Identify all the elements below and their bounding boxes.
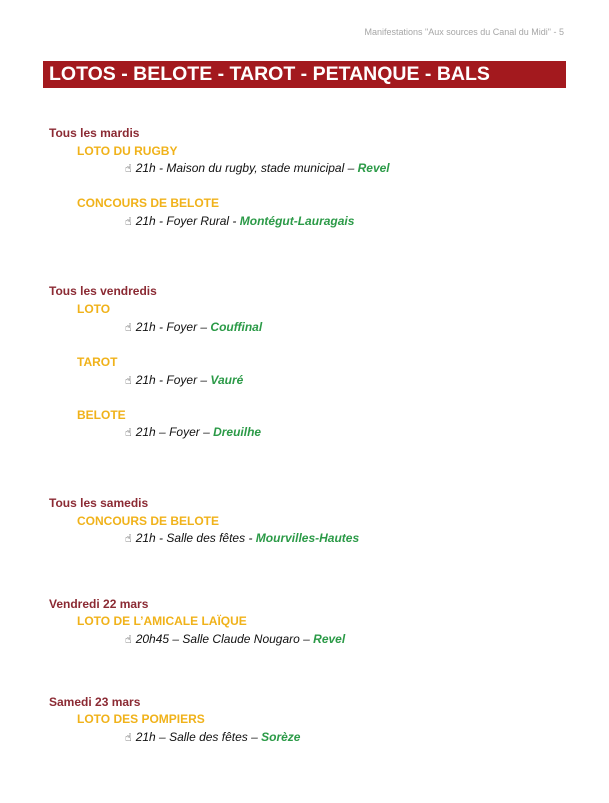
event-time-venue: 20h45 – Salle Claude Nougaro – bbox=[135, 632, 314, 646]
event-detail bbox=[125, 531, 359, 545]
event-name: LOTO DU RUGBY bbox=[77, 144, 178, 158]
hand-pointer-icon: ☝ bbox=[125, 533, 132, 545]
hand-pointer-icon: ☝ bbox=[125, 427, 132, 439]
event-place: Couffinal bbox=[210, 320, 263, 334]
hand-pointer-icon: ☝ bbox=[125, 216, 132, 228]
event-detail bbox=[125, 425, 261, 439]
hand-pointer-icon: ☝ bbox=[125, 322, 132, 334]
event-name: TAROT bbox=[77, 355, 118, 369]
running-header: Manifestations "Aux sources du Canal du Midi" - 5 bbox=[364, 27, 564, 37]
event-time-venue: 21h - Salle des fêtes - bbox=[135, 531, 256, 545]
event-place: Dreuilhe bbox=[213, 425, 262, 439]
event-time-venue: 21h - Foyer – bbox=[135, 320, 211, 334]
event-place: Revel bbox=[357, 161, 390, 175]
event-time-venue: 21h – Foyer – bbox=[135, 425, 214, 439]
event-detail bbox=[125, 632, 345, 646]
hand-pointer-icon: ☝ bbox=[125, 163, 132, 175]
event-detail bbox=[125, 320, 262, 334]
section-title: LOTOS - BELOTE - TAROT - PETANQUE - BALS bbox=[43, 61, 566, 88]
day-heading: Tous les mardis bbox=[49, 126, 140, 140]
event-place: Montégut-Lauragais bbox=[239, 214, 355, 228]
hand-pointer-icon: ☝ bbox=[125, 375, 132, 387]
event-detail bbox=[125, 161, 390, 175]
hand-pointer-icon: ☝ bbox=[125, 634, 132, 646]
day-heading: Samedi 23 mars bbox=[49, 695, 141, 709]
event-place: Sorèze bbox=[261, 730, 301, 744]
day-heading: Tous les samedis bbox=[49, 496, 149, 510]
event-name: LOTO DES POMPIERS bbox=[77, 712, 205, 726]
day-heading: Tous les vendredis bbox=[49, 284, 157, 298]
hand-pointer-icon: ☝ bbox=[125, 732, 132, 744]
event-detail bbox=[125, 730, 300, 744]
event-detail bbox=[125, 373, 243, 387]
event-place: Mourvilles-Hautes bbox=[255, 531, 360, 545]
event-time-venue: 21h - Maison du rugby, stade municipal – bbox=[135, 161, 358, 175]
event-time-venue: 21h – Salle des fêtes – bbox=[135, 730, 262, 744]
event-place: Revel bbox=[313, 632, 346, 646]
event-name: LOTO DE L’AMICALE LAÏQUE bbox=[77, 614, 247, 628]
event-name: BELOTE bbox=[77, 408, 126, 422]
event-name: LOTO bbox=[77, 302, 111, 316]
event-place: Vauré bbox=[210, 373, 244, 387]
event-name: CONCOURS DE BELOTE bbox=[77, 514, 220, 528]
event-time-venue: 21h - Foyer – bbox=[135, 373, 211, 387]
day-heading: Vendredi 22 mars bbox=[49, 597, 149, 611]
event-name: CONCOURS DE BELOTE bbox=[77, 196, 220, 210]
event-time-venue: 21h - Foyer Rural - bbox=[135, 214, 240, 228]
event-detail bbox=[125, 214, 354, 228]
